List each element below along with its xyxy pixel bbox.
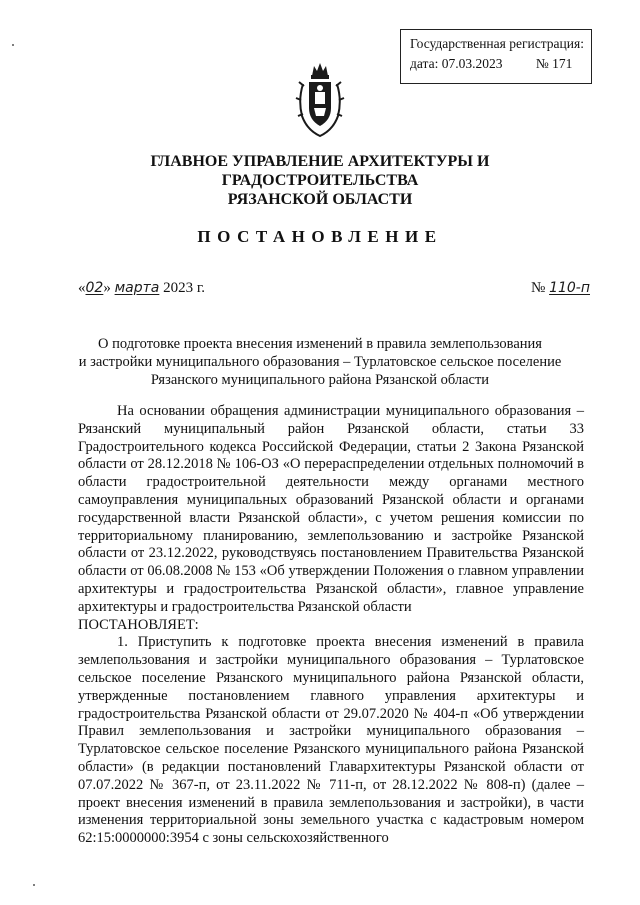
number-value: 110-п [549,280,590,296]
registration-details [410,54,591,74]
registration-title: Государственная регистрация: [410,36,584,51]
date-month: марта [114,280,160,296]
date-year: 2023 г. [163,280,206,296]
date-open-quote: « [78,280,86,296]
issuing-authority [60,152,580,209]
date-close-quote: » [103,280,111,296]
registration-stamp [400,29,592,84]
resolves-heading: ПОСТАНОВЛЯЕТ: [78,616,199,633]
resolution-subject [60,335,580,389]
subject-line-1: О подготовке проекта внесения изменений в правила землепользования [98,336,542,352]
coat-of-arms-icon [295,60,345,138]
number-prefix: № [531,280,546,296]
document-type-title: ПОСТАНОВЛЕНИЕ [197,227,443,246]
subject-line-2: и застройки муниципального образования – Турлатовское сельское поселение [78,354,562,370]
resolution-body [78,403,584,848]
subject-line-3: Рязанского муниципального района Рязанской области [150,372,490,388]
registration-date: дата: 07.03.2023 [410,56,503,71]
resolution-number [531,280,590,297]
resolution-date [78,280,205,297]
date-day: 02 [85,280,104,296]
item-1-paragraph: 1. Приступить к подготовке проекта внесения изменений в правила землепользования и застройки муниципального образования – Турлатовское сельское поселение Рязанского муниципального района Рязанской области, утвержденные постановлением главного управления архитектуры и градостроительства Рязанской области от 29.07.2020 № 404-п «Об утверждении Правил землепользования и застройки муниципального образования – Турлатовское сельское поселение Рязанского муниципального района Рязанской области» (в редакции постановлений Главархитектуры Рязанской области от 07.07.2022 № 367-п, от 23.11.2022 № 711-п, от 28.12.2022 № 808-п) (далее – проект внесения изменений в правила землепользования и застройки), в части изменения территориальной зоны земельного участка с кадастровым номером 62:15:0000000:3954 с зоны сельскохозяйственного [78,634,584,847]
preamble-paragraph: На основании обращения администрации муниципального образования – Рязанский муниципальный район Рязанской области, статьи 33 Градостроительного кодекса Российской Федерации, статьи 2 Закона Рязанской области от 28.12.2018 № 106-ОЗ «О перераспределении отдельных полномочий в области градостроительной деятельности между органами местного самоуправления муниципальных образований Рязанской области и органами государственной власти Рязанской области», с учетом решения комиссии по территориальному планированию, землепользованию и застройке Рязанской области от 23.12.2022, руководствуясь постановлением Правительства Рязанской области от 06.08.2008 № 153 «Об утверждении Положения о главном управлении архитектуры и градостроительства Рязанской области», главное управление архитектуры и градостроительства Рязанской области [78,403,584,615]
registration-number: № 171 [535,56,573,71]
authority-line-2: РЯЗАНСКОЙ ОБЛАСТИ [227,191,413,208]
authority-line-1: ГЛАВНОЕ УПРАВЛЕНИЕ АРХИТЕКТУРЫ И ГРАДОСТРОИТЕЛЬСТВА [150,153,490,189]
